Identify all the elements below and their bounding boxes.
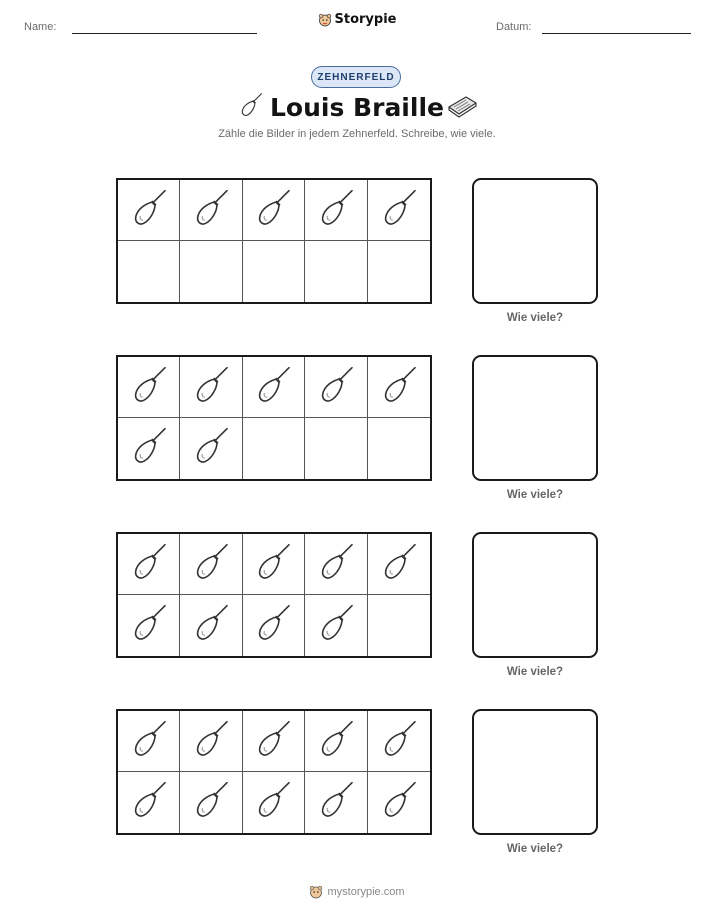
footer-url: mystorypie.com — [327, 886, 405, 898]
ten-frame-cell — [368, 357, 430, 418]
ten-frame-cell — [243, 418, 305, 479]
ten-frame-cell — [368, 534, 430, 595]
answer-box[interactable] — [472, 178, 598, 304]
ten-frame-cell — [243, 595, 305, 656]
stylus-icon — [379, 363, 419, 412]
stylus-icon — [316, 363, 356, 412]
ten-frame — [116, 532, 432, 658]
ten-frame-cell — [180, 180, 242, 241]
ten-frame — [116, 709, 432, 835]
date-label: Datum: — [496, 21, 532, 33]
ten-frame-cell — [305, 241, 367, 302]
stylus-icon — [191, 778, 231, 827]
ten-frame-cell — [118, 241, 180, 302]
answer-label: Wie viele? — [506, 843, 564, 855]
stylus-icon — [253, 778, 293, 827]
ten-frame-cell — [368, 595, 430, 656]
ten-frame — [116, 178, 432, 304]
ten-frame-cell — [180, 418, 242, 479]
ten-frame-cell — [368, 711, 430, 772]
storypie-mascot-icon — [309, 885, 323, 899]
stylus-icon — [316, 186, 356, 235]
ten-frame-cell — [118, 418, 180, 479]
storypie-mascot-icon — [318, 13, 332, 27]
stylus-icon — [191, 601, 231, 650]
ten-frame-cell — [118, 711, 180, 772]
ten-frame-cell — [305, 180, 367, 241]
ten-frame-cell — [305, 772, 367, 833]
stylus-icon — [129, 717, 169, 766]
ten-frame-cell — [305, 534, 367, 595]
ten-frame-cell — [368, 418, 430, 479]
stylus-icon — [191, 186, 231, 235]
ten-frame-cell — [243, 534, 305, 595]
stylus-icon — [253, 717, 293, 766]
stylus-icon — [129, 186, 169, 235]
ten-frame-cell — [368, 772, 430, 833]
page-title: Louis Braille — [270, 93, 444, 122]
stylus-icon — [191, 717, 231, 766]
stylus-icon — [129, 363, 169, 412]
answer-label: Wie viele? — [506, 489, 564, 501]
ten-frame-cell — [368, 180, 430, 241]
stylus-icon — [253, 601, 293, 650]
ten-frame-cell — [305, 357, 367, 418]
ten-frame-cell — [180, 595, 242, 656]
stylus-icon — [379, 717, 419, 766]
ten-frame-cell — [118, 772, 180, 833]
name-line[interactable] — [72, 33, 257, 34]
stylus-icon — [129, 424, 169, 473]
stylus-icon — [191, 540, 231, 589]
answer-label: Wie viele? — [506, 666, 564, 678]
ten-frame-cell — [305, 711, 367, 772]
ten-frame-cell — [243, 180, 305, 241]
stylus-icon — [379, 778, 419, 827]
ten-frame-cell — [180, 241, 242, 302]
stylus-icon — [129, 601, 169, 650]
answer-box[interactable] — [472, 532, 598, 658]
stylus-icon — [316, 540, 356, 589]
ten-frame-cell — [243, 711, 305, 772]
brand-name: Storypie — [334, 12, 397, 27]
stylus-icon — [129, 778, 169, 827]
instructions: Zähle die Bilder in jedem Zehnerfeld. Schreibe, wie viele. — [218, 128, 496, 140]
stylus-icon — [191, 363, 231, 412]
stylus-icon — [191, 424, 231, 473]
stylus-icon — [379, 186, 419, 235]
name-label: Name: — [24, 21, 57, 33]
stylus-icon — [253, 363, 293, 412]
ten-frame-cell — [243, 772, 305, 833]
braille-slate-icon — [446, 94, 478, 118]
ten-frame-cell — [180, 772, 242, 833]
ten-frame-cell — [180, 711, 242, 772]
ten-frame-cell — [118, 180, 180, 241]
answer-box[interactable] — [472, 709, 598, 835]
ten-frame-cell — [243, 241, 305, 302]
worksheet-type-badge: ZEHNERFELD — [311, 66, 401, 88]
stylus-icon — [316, 601, 356, 650]
stylus-icon — [253, 186, 293, 235]
ten-frame-cell — [118, 534, 180, 595]
ten-frame-cell — [368, 241, 430, 302]
ten-frame-cell — [118, 357, 180, 418]
date-line[interactable] — [542, 33, 691, 34]
ten-frame-cell — [305, 595, 367, 656]
stylus-icon — [316, 778, 356, 827]
footer — [0, 885, 714, 904]
brand-logo — [0, 12, 714, 32]
ten-frame — [116, 355, 432, 481]
answer-label: Wie viele? — [506, 312, 564, 324]
answer-box[interactable] — [472, 355, 598, 481]
ten-frame-cell — [118, 595, 180, 656]
stylus-icon — [253, 540, 293, 589]
ten-frame-cell — [305, 418, 367, 479]
stylus-icon — [379, 540, 419, 589]
stylus-icon — [129, 540, 169, 589]
ten-frame-cell — [180, 534, 242, 595]
ten-frame-cell — [243, 357, 305, 418]
stylus-icon — [316, 717, 356, 766]
ten-frame-cell — [180, 357, 242, 418]
